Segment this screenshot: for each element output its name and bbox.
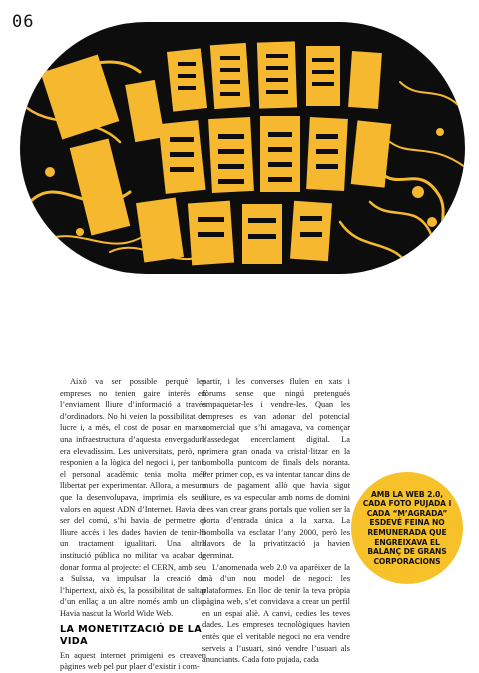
paragraph: partir, i les converses fluïen en xats i fòrums sense que ningú pretengués empaquetar-les i vendre-les. Quan les empreses es van adonar del potencial comercial que s’hi amagava, va començar l’assedegat encerclament digital. La primera gran onada va cristal·litzar en la bombolla puntcom de finals dels noranta. Per primer cop, es va intentar tancar dins de murs de pagament allò que havia sigut lliure, es va especular amb noms de domini i es van crear grans portals que volien ser la porta d’entrada única a la xarxa. La bombolla va esclatar l’any 2000, però les llavors de la privatització ja havien germinat.: [202, 377, 350, 560]
pull-quote-callout: [351, 472, 463, 584]
paragraph: En aquest internet primigeni es creaven pàgines web pel pur plaer d’existir i com-: [60, 650, 206, 672]
article-column-1: [60, 376, 206, 673]
paragraph: L’anomenada web 2.0 va aparèixer de la mà d’un nou model de negoci: les plataformes. En lloc de tenir la teva pròpia pàgina web, s’et convidava a crear un perfil en un espai aliè. A canvi, cedies les teves dades. Les empreses tecnològiques havien entès que el veritable negoci no era vendre serveis a l’usuari, sinó vendre l’usuari als anunciants. Cada foto pujada, cada: [202, 562, 350, 665]
server-rack-illustration: [20, 22, 465, 274]
pull-quote-text: AMB LA WEB 2.0, CADA FOTO PUJADA I CADA “M’AGRADA” ESDEVÉ FEINA NO REMUNERADA QUE ENGREIXAVA EL BALANÇ DE GRANS CORPORACIONS: [362, 489, 452, 566]
paragraph: Això va ser possible perquè les empreses no tenien gaire interès en l’enviament lliure d’informació a través d’ordinadors. No hi veien la possibilitat de lucre i, a més, el cost de posar en marxa una infraestructura d’aquesta envergadura era elevadíssim. Les universitats, però, no responien a la lògica del negoci i, per tant, el personal acadèmic tenia molta més llibertat per experimentar. Allora, a mesura que la desenvolupava, imprimia els seus valors en aquest ADN d’Internet. Havia de ser del comú, s’hi havia de permetre el lliure accés i les dades havien de tenir-hi un tractament igualitari. Una altra institució pública no militar va acabar de donar forma al projecte: el CERN, amb seu a Suïssa, va impulsar la creació de l’hipertext, això és, la possibilitat de saltar d’un enllaç a un altre només amb un clic. Havia nascut la World Wide Web.: [60, 377, 206, 618]
page-number: 06: [12, 12, 35, 32]
article-column-2: [202, 376, 350, 666]
section-heading: LA MONETITZACIÓ DE LA VIDA: [60, 624, 203, 648]
